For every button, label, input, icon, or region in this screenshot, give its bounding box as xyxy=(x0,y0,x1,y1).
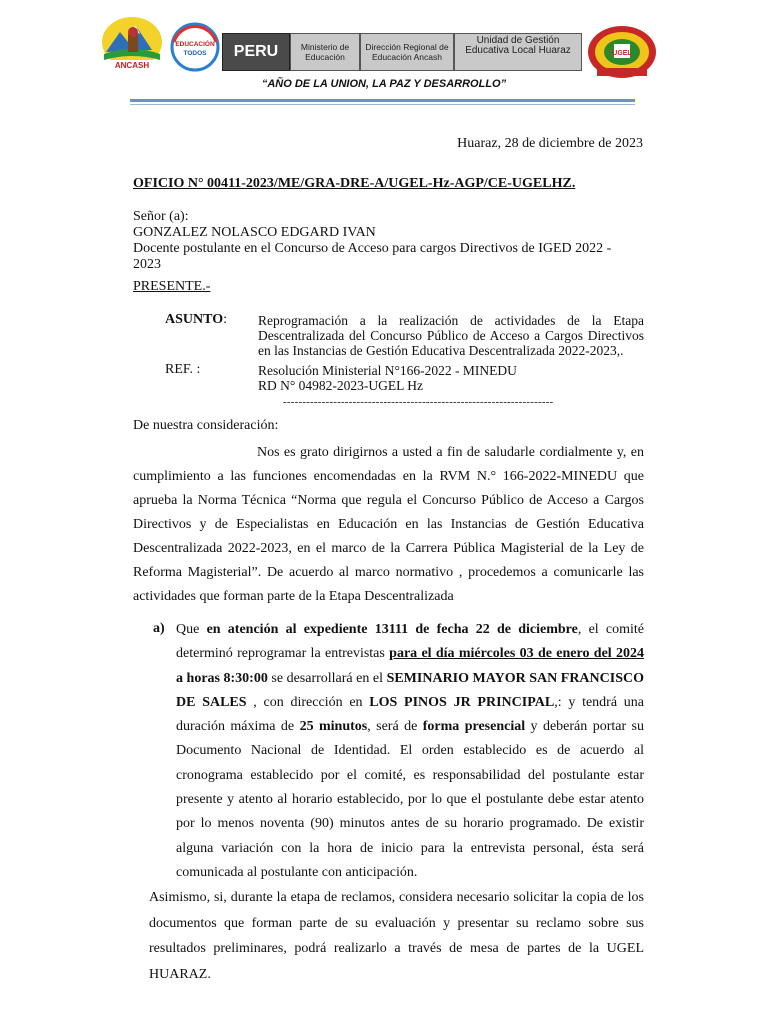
ref-line-1: Resolución Ministerial N°166-2022 - MINEDU xyxy=(258,363,517,378)
regional-direction-label: Dirección Regional de Educación Ancash xyxy=(360,33,454,71)
ref-label: REF. : xyxy=(165,362,201,377)
year-motto: “AÑO DE LA UNION, LA PAZ Y DESARROLLO” xyxy=(261,78,507,90)
letter-date: Huaraz, 28 de diciembre de 2023 xyxy=(457,136,643,151)
ancash-logo-text: ANCASH xyxy=(114,61,150,70)
ministry-label: Ministerio de Educación xyxy=(290,33,360,71)
oficio-number: OFICIO N° 00411-2023/ME/GRA-DRE-A/UGEL-Hz-AGP/CE-UGELHZ. xyxy=(133,176,576,191)
presente-label: PRESENTE.- xyxy=(133,279,211,294)
svg-text:TODOS: TODOS xyxy=(183,50,207,57)
recipient-name: GONZALEZ NOLASCO EDGARD IVAN xyxy=(133,225,376,240)
peru-label: PERU xyxy=(222,33,290,71)
education-for-all-logo xyxy=(168,22,222,72)
asunto-label: ASUNTO xyxy=(165,312,224,327)
section-divider: ---------------------------------------------------------------------- xyxy=(283,396,554,408)
ugel-huaraz-seal xyxy=(585,24,659,80)
asunto-text: Reprogramación a la realización de actividades de la Etapa Descentralizada del Concurso Público de Acceso a Cargos Directivos en las Instancias de Gestión Educativa Descentralizada 2022-2023,. xyxy=(258,313,644,358)
item-a-paragraph: Que en atención al expediente 13111 de fecha 22 de diciembre, el comité determinó reprogramar la entrevistas para el día miércoles 03 de enero del 2024 a horas 8:30:00 se desarrollará en el SEMINARIO MAYOR SAN FRANCISCO DE SALES , con dirección en LOS PINOS JR PRINCIPAL,: y tendrá una duración máxima de 25 minutos, será de forma presencial y deberán portar su Documento Nacional de Identidad. El orden establecido es de acuerdo al cronograma establecido por el comité, es responsabilidad del postulante estar presente y atento al horario establecido, por lo que el postulante debe estar atento por lo menos noventa (90) minutos antes de su horario programado. De existir alguna variación con la hora de inicio para la entrevista personal, ésta será comunicada al postulante con anticipación. xyxy=(176,622,645,880)
svg-text:EDUCACIÓN: EDUCACIÓN xyxy=(175,41,215,48)
consideration-line: De nuestra consideración: xyxy=(133,418,279,433)
asunto-colon: : xyxy=(223,312,227,327)
ancash-region-logo xyxy=(100,14,164,72)
intro-paragraph: Nos es grato dirigirnos a usted a fin de saludarle cordialmente y, en cumplimiento a las funciones encomendadas en la RVM N.° 166-2022-MINEDU que aprueba la Norma Técnica “Norma que regula el Concurso Público de Acceso a Cargos Directivos y de Especialistas en Educación en las Instancias de Gestión Educativa Descentralizada 2022-2023, en el marco de la Carrera Pública Magisterial de la Ley de Reforma Magisterial”. De acuerdo al marco normativo , procedemos a comunicarle las actividades que forman parte de la Etapa Descentralizada xyxy=(133,445,644,604)
asunto-label-row xyxy=(165,312,227,328)
ugel-unit-label: Unidad de Gestión Educativa Local Huaraz xyxy=(454,33,582,71)
ref-line-2: RD N° 04982-2023-UGEL Hz xyxy=(258,378,423,393)
reclamos-paragraph: Asimismo, si, durante la etapa de reclamos, considera necesario solicitar la copia de los documentos que forman parte de su evaluación y presentar su reclamo sobre sus resultados preliminares, podrá realizarlo a través de mesa de partes de la UGEL HUARAZ. xyxy=(149,890,644,982)
header-divider-thin xyxy=(130,104,635,105)
item-a-marker: a) xyxy=(153,621,165,636)
recipient-role: Docente postulante en el Concurso de Acceso para cargos Directivos de IGED 2022 - 2023 xyxy=(133,241,612,272)
ugel-seal-text: UGEL xyxy=(612,50,632,57)
header-divider xyxy=(130,99,635,102)
salutation: Señor (a): xyxy=(133,209,189,224)
recipient-block xyxy=(133,209,613,273)
